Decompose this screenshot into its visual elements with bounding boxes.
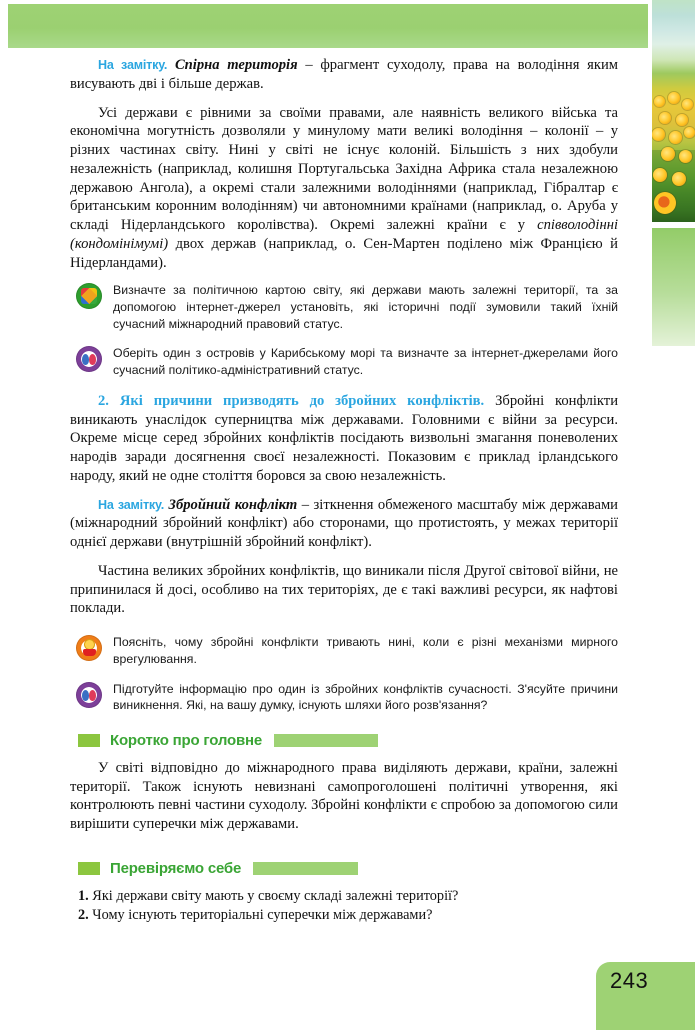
heading-bar-left bbox=[78, 734, 100, 747]
top-decorative-band bbox=[8, 4, 648, 48]
heading-bar-right bbox=[253, 862, 358, 875]
section-body-2: Збройні конфлікти виникають унаслідок суперництва між державами. Головними є війни за ресурси. Окреме місце серед збройних конфліктів посідають визвольні змагання поневолених народів заради досягнення своєї незалежності. Показовим є приклад ірландського народу, який не одне століття боровся за свою незалежність. bbox=[70, 392, 618, 484]
side-decorative-band bbox=[652, 228, 695, 346]
paragraph-states-and-colonies bbox=[70, 104, 618, 273]
list-item bbox=[78, 906, 618, 925]
task-item bbox=[70, 345, 618, 378]
section-armed-conflicts bbox=[70, 392, 618, 486]
people-icon bbox=[76, 346, 102, 372]
task-text: Визначте за політичною картою світу, які держави мають залежні території, та за допомогою інтернет-джерел установіть, які історичні події зумовили такий їхній сучасний міжнародний правовий статус. bbox=[113, 283, 618, 331]
self-check-heading-row bbox=[78, 860, 618, 877]
heading-bar-right bbox=[274, 734, 378, 747]
paragraph-ongoing-conflicts: Частина великих збройних конфліктів, що виникали після Другої світової війни, не припинилася й досі, особливо на тих територіях, де є такі важливі ресурси, як нафтові поклади. bbox=[70, 562, 618, 617]
item-number: 2. bbox=[78, 906, 89, 923]
page-number: 243 bbox=[610, 968, 649, 993]
item-number: 1. bbox=[78, 887, 89, 904]
page-number-badge bbox=[596, 962, 695, 1030]
note-label: На замітку. bbox=[98, 497, 165, 512]
note-block-1 bbox=[70, 56, 618, 94]
item-text: Які держави світу мають у своєму складі залежні території? bbox=[88, 887, 459, 904]
self-check-list bbox=[78, 887, 618, 924]
bulb-icon bbox=[76, 635, 102, 661]
summary-paragraph: У світі відповідно до міжнародного права виділяють держави, країни, залежні території. Також існують невизнані самопроголошені політичні утворення, які контролюють певні частини суходолу. Збройні конфлікти є спробою за допомогою сили вирішити суперечки між державами. bbox=[70, 759, 618, 833]
summary-heading: Коротко про головне bbox=[110, 731, 262, 749]
page-content bbox=[70, 56, 618, 924]
task-item bbox=[70, 681, 618, 714]
section-heading-2: 2. Які причини призводять до збройних конфліктів. bbox=[98, 392, 485, 409]
people-icon bbox=[76, 682, 102, 708]
note-text-disputed-territory: – фрагмент суходолу, права на володіння яким висувають дві і більше держав. bbox=[70, 57, 618, 92]
sunflower-field-photo bbox=[652, 0, 695, 222]
task-item bbox=[70, 282, 618, 332]
heading-bar-left bbox=[78, 862, 100, 875]
task-text: Підготуйте інформацію про один із збройних конфліктів сучасності. З'ясуйте причини виникнення. Які, на вашу думку, існують шляхи його розв'язання? bbox=[113, 681, 618, 713]
note-term-disputed-territory: Спірна територія bbox=[174, 57, 298, 73]
note-block-2 bbox=[70, 496, 618, 552]
task-text: Поясніть, чому збройні конфлікти тривають нині, коли є різні механізми мирного врегулювання. bbox=[113, 635, 618, 666]
summary-heading-row bbox=[78, 732, 618, 749]
puzzle-icon bbox=[76, 283, 102, 309]
task-text: Оберіть один з островів у Карибському морі та визначте за інтернет-джерелами його сучасний політико-адміністративний статус. bbox=[113, 346, 618, 378]
term-condominium: співволодінні (кондомінімумі) bbox=[70, 217, 618, 252]
paragraph-part-a: Усі держави є рівними за своїми правами, але наявність великого війська та економічна могутність дозволяли у минулому мати великі володіння – колонії – у різних частинах світу. Нині у світі не існує колоній. Більшість з них здобули незалежність (наприклад, колишня Португальська Західна Африка стала незалежною державою Ангола), а окремі стали залежними володіннями (наприклад, Гібралтар є британським коронним володінням) чи автономними країнами (наприклад, о. Аруба у складі Нідерландського королівства). Окремі залежні країни є у bbox=[70, 104, 618, 233]
note-term-armed-conflict: Збройний конфлікт bbox=[168, 496, 298, 513]
paragraph-part-b: двох держав (наприклад, о. Сен-Мартен поділено між Францією й Нідерландами). bbox=[70, 235, 618, 271]
task-item bbox=[70, 634, 618, 667]
self-check-heading: Перевіряємо себе bbox=[110, 859, 242, 877]
list-item bbox=[78, 887, 618, 906]
item-text: Чому існують територіальні суперечки між державами? bbox=[88, 906, 433, 923]
note-text-armed-conflict: – зіткнення обмеженого масштабу між державами (міжнародний збройний конфлікт) або сторонами, що протистоять, у межах території однієї держави (внутрішній збройний конфлікт). bbox=[70, 496, 618, 551]
note-label: На замітку. bbox=[98, 58, 168, 72]
